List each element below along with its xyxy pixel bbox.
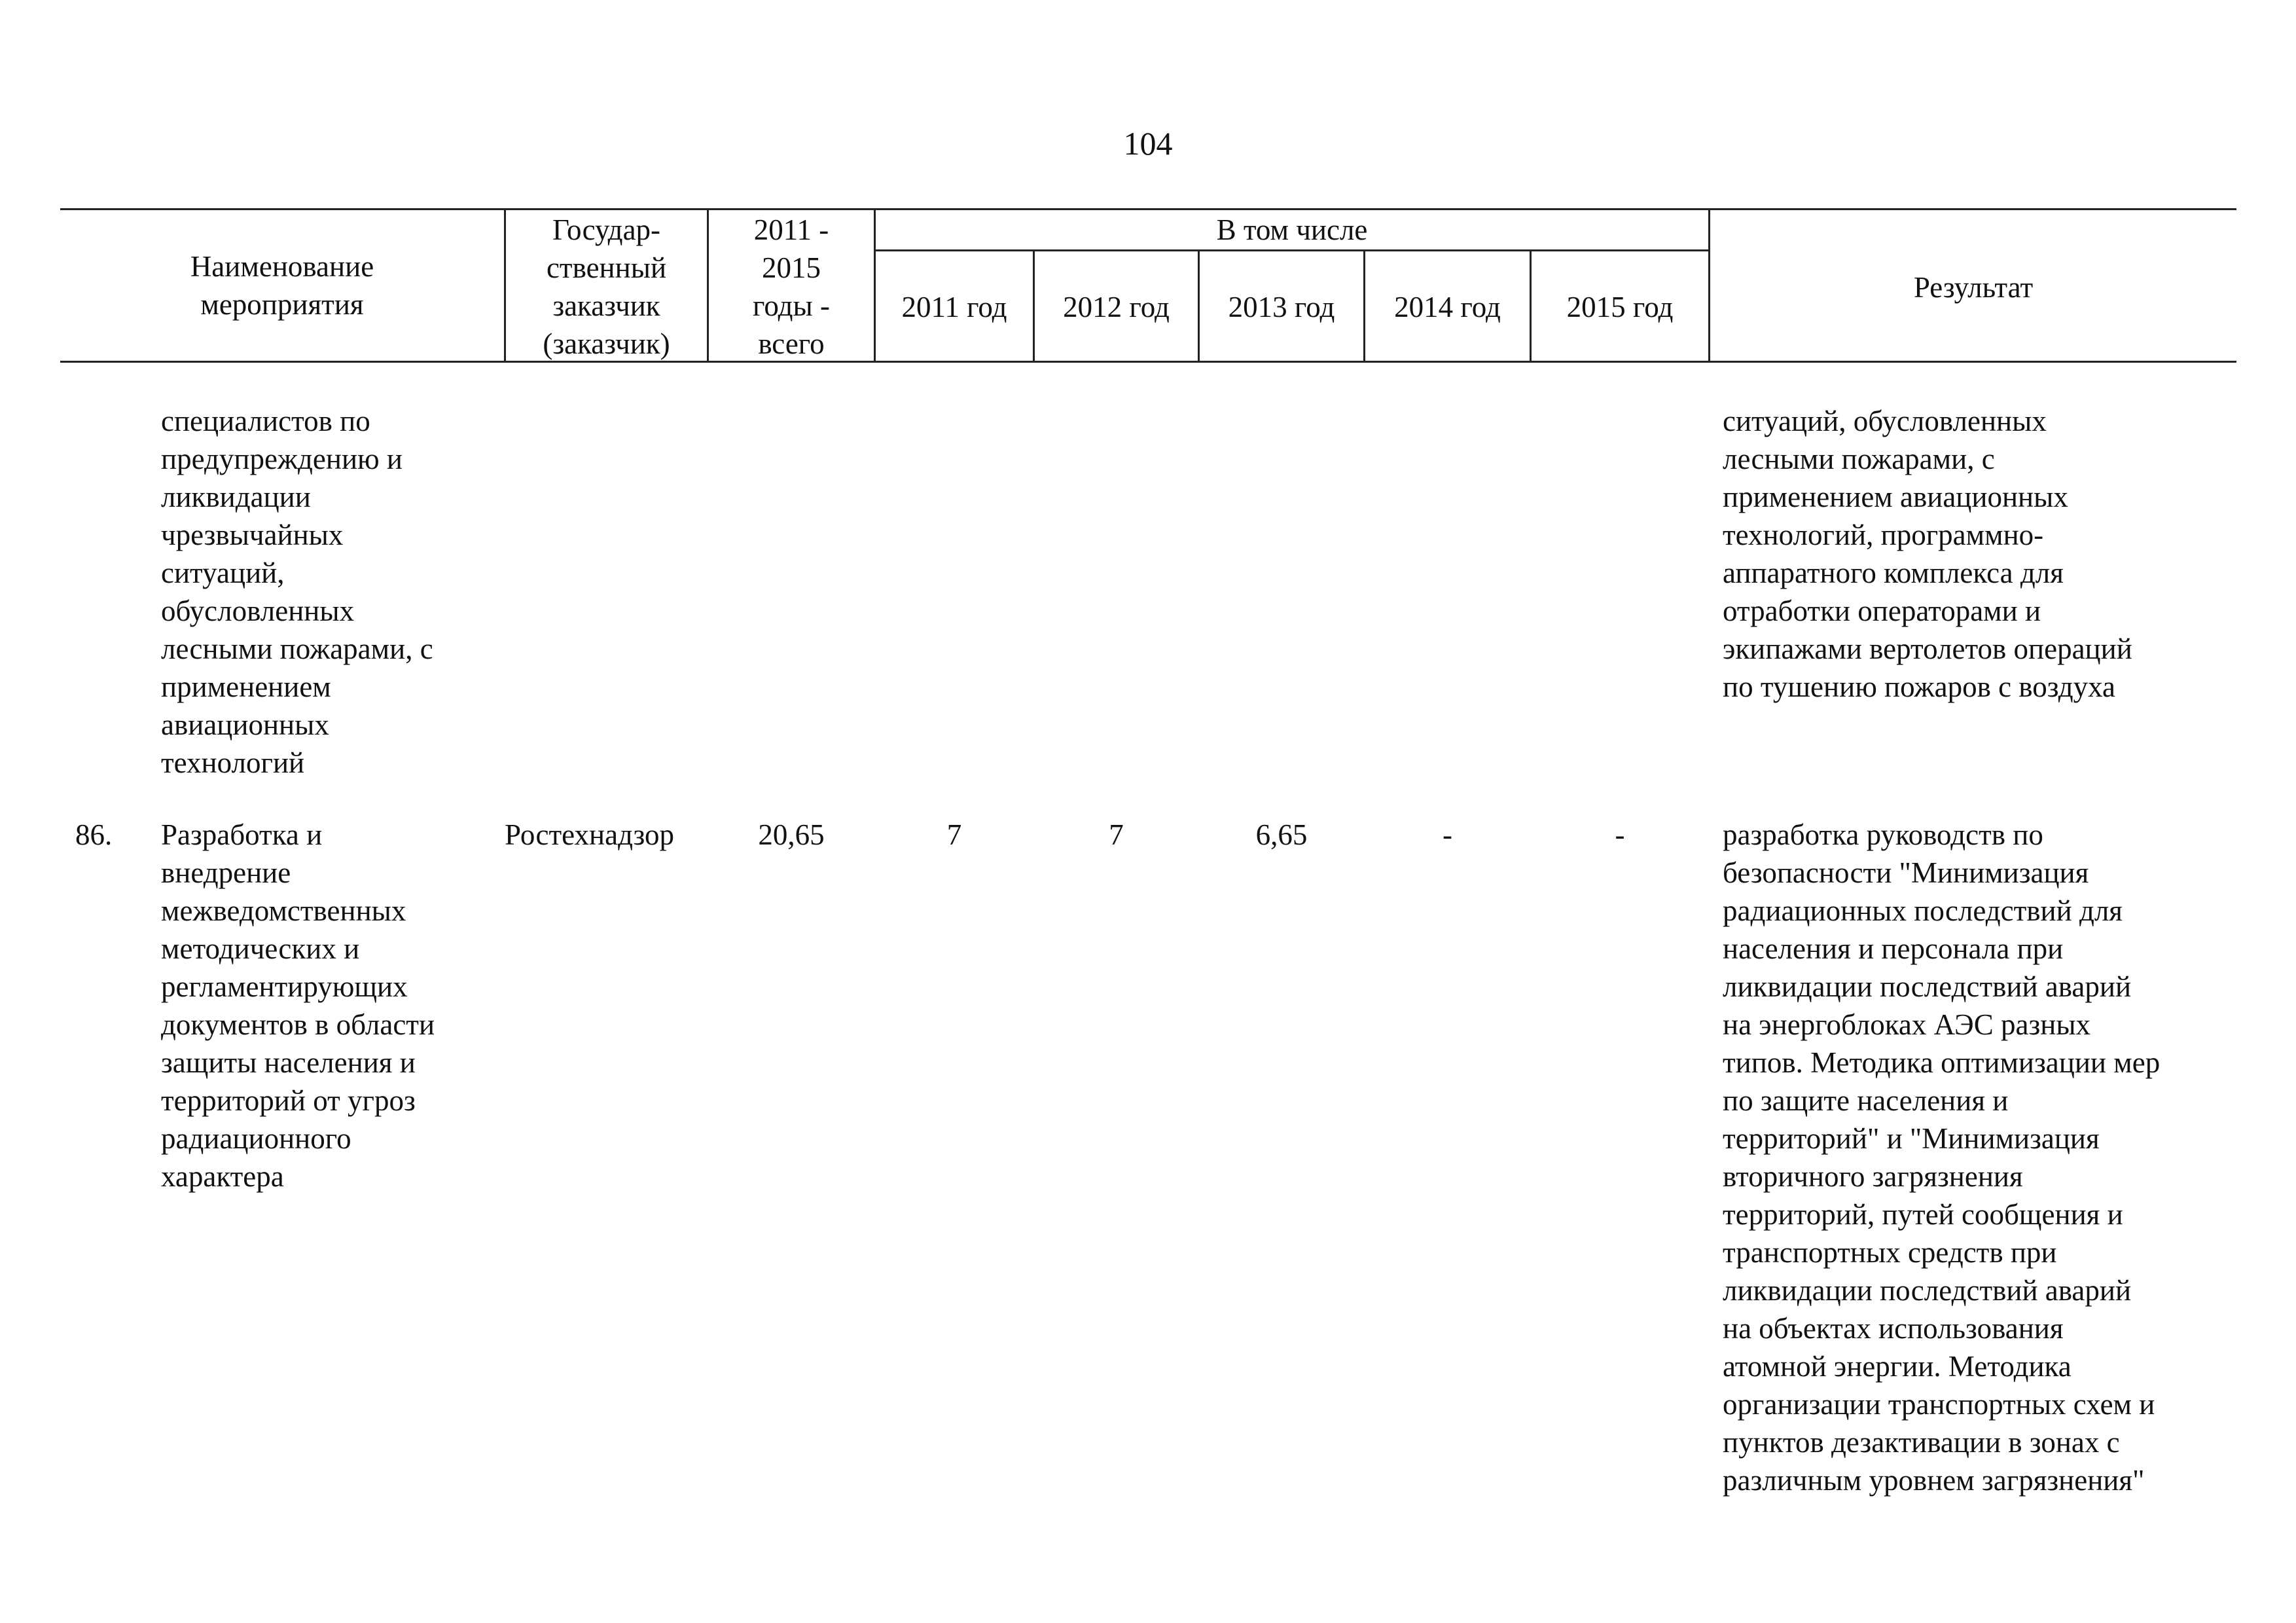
row-86-2013: 6,65 — [1255, 818, 1308, 851]
header-year-2014: 2014 год — [1394, 291, 1501, 323]
header-top-rule — [60, 208, 2236, 210]
row-86-activity-name: Разработка и внедрение межведомственных методических и регламентирующих документов в области защиты населения и территорий от угроз радиационного характера — [161, 818, 435, 1193]
row-86-number: 86. — [75, 818, 113, 851]
header-activity-name: Наименование мероприятия — [190, 250, 374, 321]
header-year-2011: 2011 год — [901, 291, 1007, 323]
row-86-2012: 7 — [1109, 818, 1124, 851]
continuation-activity-name: специалистов по предупреждению и ликвидации чрезвычайных ситуаций, обусловленных лесными пожарами, с применением авиационных технологий — [161, 405, 433, 779]
row-86-customer: Ростехнадзор — [505, 818, 675, 851]
header-state-customer: Государ- ственный заказчик (заказчик) — [543, 213, 670, 360]
row-86-2014: - — [1443, 818, 1452, 851]
header-result: Результат — [1913, 271, 2034, 304]
page-number: 104 — [1123, 125, 1173, 162]
header-year-2012: 2012 год — [1063, 291, 1170, 323]
continuation-result: ситуаций, обусловленных лесными пожарами, с применением авиационных технологий, программно- аппаратного комплекса для отработки операторами и экипажами вертолетов операций по тушению пожаров с воздуха — [1723, 405, 2132, 703]
row-86-2015: - — [1615, 818, 1625, 851]
group-divider-rule — [874, 249, 1710, 251]
row-86-2011: 7 — [946, 818, 962, 851]
header-year-2013: 2013 год — [1228, 291, 1335, 323]
row-86-total: 20,65 — [758, 818, 825, 851]
header-including: В том числе — [1216, 213, 1368, 246]
row-86-result: разработка руководств по безопасности "Минимизация радиационных последствий для населения и персонала при ликвидации последствий аварий на энергоблоках АЭС разных типов. Методика оптимизации мер по защите населения и территорий" и "Минимизация вторичного загрязнения территорий, путей сообщения и транспортных средств при ликвидации последствий аварий на объектах использования атомной энергии. Методика организации транспортных схем и пунктов дезактивации в зонах с различным уровнем загрязнения" — [1723, 818, 2161, 1497]
header-total: 2011 - 2015 годы - всего — [753, 213, 830, 360]
header-year-2015: 2015 год — [1566, 291, 1674, 323]
header-bottom-rule — [60, 361, 2236, 363]
